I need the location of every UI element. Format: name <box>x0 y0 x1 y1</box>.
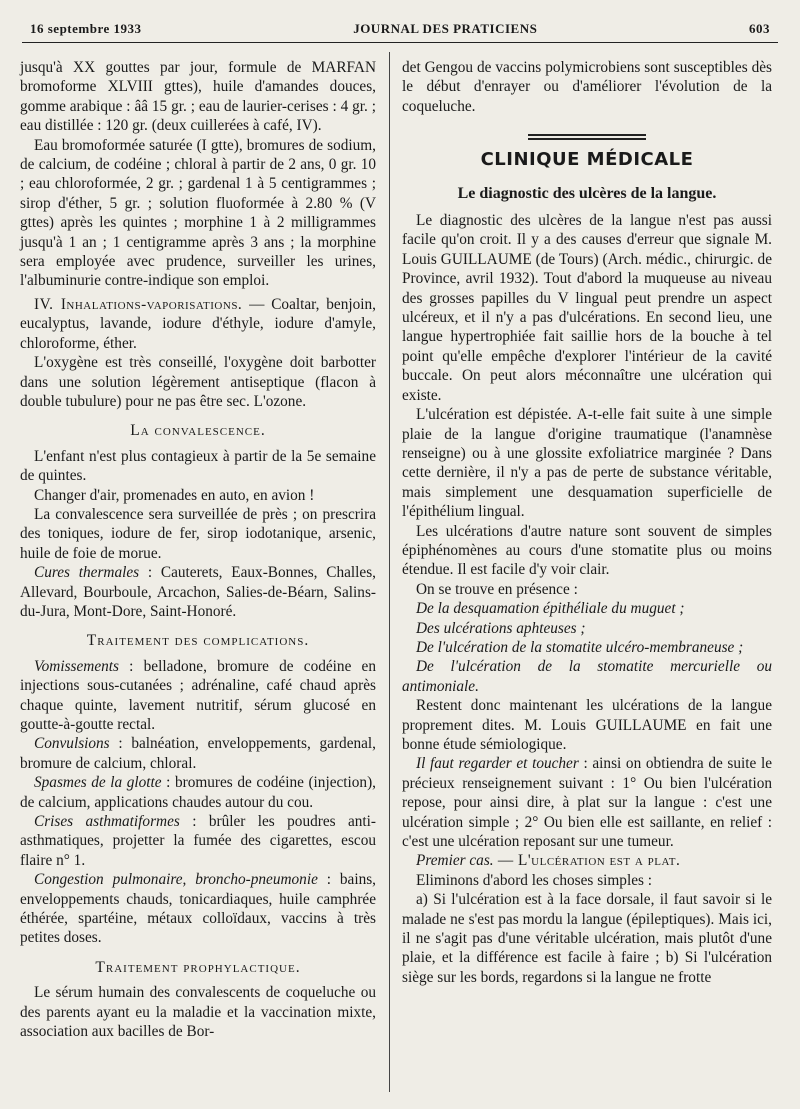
list-item: De l'ulcération de la stomatite mercurielle ou antimoniale. <box>402 658 772 695</box>
paragraph: Spasmes de la glotte : bromures de codéine (injection), de calcium, applications chaudes autour du cou. <box>20 774 376 811</box>
section-title: CLINIQUE MÉDICALE <box>480 149 694 171</box>
paragraph: Eau bromoformée saturée (I gtte), bromures de sodium, de calcium, de codéine ; chloral à partir de 2 ans, 0 gr. 10 ; eau chloroformée, 2 gr. ; gardenal 1 à 5 centigrammes ; sirop d'éther, 5 gr. ; solution fluoformée à 2.80 % (V gttes) après les quintes ; morphine 1 à 2 milligrammes jusqu'à 1 an ; 1 centigramme après 3 ans ; la morphine sera employée avec prudence, surveiller les urines, l'albuminurie contre-indique son emploi. <box>20 136 376 290</box>
header-date: 16 septembre 1933 <box>30 21 142 36</box>
column-divider <box>389 52 390 1092</box>
list-item: De la desquamation épithéliale du muguet ; <box>416 600 685 618</box>
paragraph: Changer d'air, promenades en auto, en avion ! <box>34 486 315 504</box>
paragraph: a) Si l'ulcération est à la face dorsale, il faut savoir si le malade ne s'est pas mordu la langue (épileptiques). Mais ici, il ne s'agit pas d'une véritable ulcération, mais plutôt d'une plaie, et la différence est facile à faire ; b) Si l'ulcération siège sur les bords, regardons si la langue ne frotte <box>402 891 772 986</box>
header-rule <box>22 42 778 43</box>
paragraph: Crises asthmatiformes : brûler les poudres anti-asthmatiques, projetter la fumée des cigarettes, escou flaire n° 1. <box>20 813 376 869</box>
run-in-heading: IV. Inhalations-vaporisations. <box>34 295 243 313</box>
paragraph: L'ulcération est dépistée. A-t-elle fait suite à une simple plaie de la langue d'origine traumatique (l'anamnèse renseigne) ou à une glossite exfoliatrice marginée ? Dans cette dernière, il n'y a pas de perte de substance véritable, mais simplement une desquamation superficielle de l'épithélium lingual. <box>402 406 772 521</box>
paragraph: jusqu'à XX gouttes par jour, formule de MARFAN bromoforme XLVIII gttes), huile d'amandes douces, gomme arabique : ââ 15 gr. ; eau de laurier-cerises : 4 gr. ; eau distillée : 120 gr. (deux cuillerées à café, IV). <box>20 59 376 135</box>
header-page-number: 603 <box>748 21 770 36</box>
paragraph: Le diagnostic des ulcères de la langue n'est pas aussi facile qu'on croit. Il y a des causes d'erreur que signale M. Louis GUILLAUME (de Tours) (Arch. médic., chirurgic. de Province, avril 1932). Tout d'abord la muqueuse au niveau des grosses papilles du V lingual peut prendre un aspect ulcéreux, et il n'y a pas d'ulcérations. En second lieu, une langue hypertrophiée fait saillie hors de la bouche à tel point qu'elle empêche d'explorer l'intérieur de la cavité buccale. On peut alors méconnaître une ulcération qui existe. <box>402 212 772 404</box>
left-column <box>20 58 376 1042</box>
article-title: Le diagnostic des ulcères de la langue. <box>457 184 717 202</box>
subsection-heading: Premier cas. — L'ulcération est a plat. <box>416 852 681 870</box>
section-heading: La convalescence. <box>130 422 266 440</box>
paragraph: Eliminons d'abord les choses simples : <box>416 871 653 889</box>
paragraph: Convulsions : balnéation, enveloppements, gardenal, bromure de calcium, chloral. <box>20 735 376 772</box>
paragraph: On se trouve en présence : <box>416 580 578 598</box>
paragraph: L'oxygène est très conseillé, l'oxygène doit barbotter dans une solution légèrement antiseptique (flacon à double tubulure) pour ne pas être sec. L'ozone. <box>20 354 376 410</box>
paragraph: IV. Inhalations-vaporisations. — Coaltar, benjoin, eucalyptus, lavande, iodure d'éthyle, iodure d'amyle, chloroforme, éther. <box>20 295 376 352</box>
paragraph: Le sérum humain des convalescents de coqueluche ou des parents ayant eu la maladie et la vaccination mixte, association aux bacilles de Bor- <box>20 984 376 1041</box>
run-in-heading: Cures thermales <box>34 564 140 582</box>
paragraph: det Gengou de vaccins polymicrobiens sont susceptibles dès le début d'enrayer ou d'améliorer l'évolution de la coqueluche. <box>402 59 772 115</box>
right-column <box>402 58 772 987</box>
paragraph: La convalescence sera surveillée de près ; on prescrira des toniques, iodure de fer, sirop iodotanique, arsenic, huile de foie de morue. <box>20 505 376 562</box>
paragraph: Restent donc maintenant les ulcérations de la langue proprement dites. M. Louis GUILLAUME en fait une bonne étude sémiologique. <box>402 697 772 753</box>
paragraph: Les ulcérations d'autre nature sont souvent de simples épiphénomènes au cours d'une stomatite plus ou moins étendue. Il est facile d'y voir clair. <box>402 522 772 579</box>
list-item: Des ulcérations aphteuses ; <box>416 619 586 637</box>
paragraph: L'enfant n'est plus contagieux à partir de la 5e semaine de quintes. <box>20 447 376 485</box>
paragraph: Congestion pulmonaire, broncho-pneumonie : bains, enveloppements chauds, tonicardiaques, huile camphrée éthérée, spartéine, métaux colloïdaux, vaccins à très petites doses. <box>20 871 376 947</box>
paragraph: Il faut regarder et toucher : ainsi on obtiendra de suite le précieux renseignement suivant : 1° Ou bien l'ulcération repose, pour ainsi dire, à plat sur la langue : c'est une ulcération simple ; 2° Ou bien elle est saillante, en relief : c'est une ulcération reposant sur une tumeur. <box>402 755 773 851</box>
section-heading: Traitement des complications. <box>86 632 310 650</box>
paragraph: Vomissements : belladone, bromure de codéine en injections sous-cutanées ; adrénaline, café chaud après chaque quinte, lavement nutritif, sérum glucosé en goutte-à-goutte rectal. <box>20 657 376 733</box>
paragraph: Cures thermales : Cauterets, Eaux-Bonnes, Challes, Allevard, Bourboule, Arcachon, Salies-de-Béarn, Salins-du-Jura, Mont-Dore, Saint-Honoré. <box>20 564 376 620</box>
section-heading: Traitement prophylactique. <box>95 958 301 976</box>
header-journal-title: JOURNAL DES PRATICIENS <box>353 21 538 36</box>
running-header <box>30 18 770 40</box>
double-rule-divider <box>528 134 646 140</box>
list-item: De l'ulcération de la stomatite ulcéro-membraneuse ; <box>416 638 744 656</box>
